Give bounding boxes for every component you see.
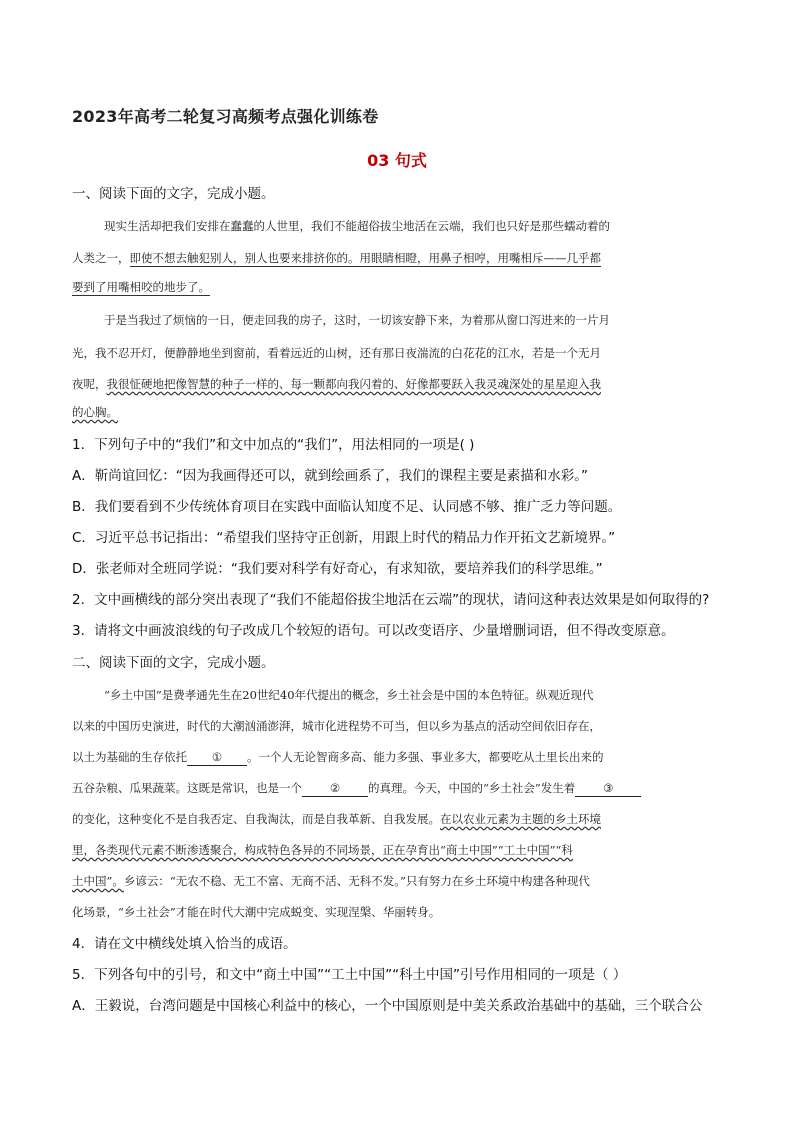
document-title: 2023年高考二轮复习高频考点强化训练卷 (72, 107, 379, 126)
answer-blank-2: ② (302, 780, 368, 797)
passage2-line: “乡土中国”是费孝通先生在20世纪40年代提出的概念，乡土社会是中国的本色特征。纵观近现代 (104, 688, 594, 702)
passage2-line (72, 811, 722, 827)
document-subtitle: 03 句式 (367, 151, 427, 170)
wavy-sentence: 在以农业元素为主题的乡土环境 (440, 812, 601, 826)
passage1-line: 现实生活却把我们安排在蠢蠢的人世里，我们不能超俗拔尘地活在云端，我们也只好是那些蠕动着的 (104, 219, 610, 233)
question-1-option-a: A．靳尚谊回忆：“因为我画得还可以，就到绘画系了，我们的课程主要是素描和水彩。” (72, 468, 588, 484)
passage2-text: 以土为基础的生存依托 (72, 750, 187, 764)
passage1-line (72, 376, 722, 392)
passage2-text: 的真理。今天，中国的“乡土社会”发生着 (368, 781, 576, 795)
passage2-line: 化场景，“乡土社会”才能在时代大潮中完成蜕变、实现涅槃、华丽转身。 (72, 905, 441, 919)
wavy-sentence: 的心胸。 (72, 405, 118, 419)
underlined-sentence: 要到了用嘴相咬的地步了。 (72, 280, 210, 294)
question-2: 2．文中画横线的部分突出表现了“我们不能超俗拔尘地活在云端”的现状，请问这种表达效果是如何取得的? (72, 592, 710, 608)
answer-blank-3: ③ (575, 780, 641, 797)
question-1-stem: 1．下列句子中的“我们”和文中加点的“我们”，用法相同的一项是( ) (72, 437, 475, 453)
question-5-stem: 5．下列各句中的引号，和文中“商土中国”“工土中国”“科土中国”引号作用相同的一项是（ ） (72, 967, 627, 983)
passage2-text: 。一个人无论智商多高、能力多强、事业多大，都要吃从土里长出来的 (247, 750, 604, 764)
passage1-text: 夜呢， (72, 377, 107, 391)
question-1-option-b: B．我们要看到不少传统体育项目在实践中面临认知度不足、认同感不够、推广乏力等问题。 (72, 499, 622, 515)
passage1-line (72, 404, 722, 420)
passage2-line (72, 842, 722, 858)
passage2-line (72, 749, 722, 766)
passage1-line (72, 279, 722, 295)
passage1-line: 光，我不忍开灯，便静静地坐到窗前，看着远近的山树，还有那日夜湍流的白花花的江水，若是一个无月 (72, 346, 601, 360)
question-1-option-c: C．习近平总书记指出：“希望我们坚持守正创新，用跟上时代的精品力作开拓文艺新境界。” (72, 530, 616, 546)
wavy-sentence: 里，各类现代元素不断渗透聚合，构成特色各异的不同场景，正在孕育出“商土中国”“工土中国”“科 (72, 843, 573, 857)
passage1-text: 人类之一， (72, 251, 130, 265)
section1-heading: 一、阅读下面的文字，完成小题。 (72, 186, 275, 202)
question-1-option-d: D．张老师对全班同学说：“我们要对科学有好奇心，有求知欲，要培养我们的科学思维。” (72, 561, 603, 577)
wavy-sentence: 我很怔硬地把像智慧的种子一样的、每一颗都向我闪着的、好像都要跃入我灵魂深处的星星迎入我 (106, 377, 601, 391)
answer-blank-1: ① (187, 749, 247, 766)
question-5-option-a: A．王毅说，台湾问题是中国核心利益中的核心，一个中国原则是中美关系政治基础中的基础，三个联合公 (72, 998, 703, 1014)
section2-heading: 二、阅读下面的文字，完成小题。 (72, 655, 275, 671)
passage2-text: 的变化，这种变化不是自我否定、自我淘汰，而是自我革新、自我发展。 (72, 812, 440, 826)
passage2-line (72, 873, 722, 889)
passage2-line (72, 780, 722, 797)
wavy-sentence: 土中国”。 (72, 874, 124, 888)
passage2-line: 以来的中国历史演进，时代的大潮汹涌澎湃，城市化进程势不可当，但以乡为基点的活动空间依旧存在， (72, 719, 601, 733)
passage2-text: 乡谚云：“无农不稳、无工不富、无商不活、无科不发。”只有努力在乡土环境中构建各种现代 (123, 874, 590, 888)
passage2-text: 五谷杂粮、瓜果蔬菜。这既是常识，也是一个 (72, 781, 302, 795)
question-4: 4．请在文中横线处填入恰当的成语。 (72, 936, 297, 952)
underlined-sentence: 即使不想去触犯别人，别人也要来排挤你的。用眼睛相瞪，用鼻子相哼，用嘴相斥——几乎都 (129, 251, 601, 265)
passage1-line: 于是当我过了烦恼的一日，便走回我的房子，这时，一切该安静下来，为着那从窗口泻进来的一片月 (104, 313, 610, 327)
question-3: 3．请将文中画波浪线的句子改成几个较短的语句。可以改变语序、少量增删词语，但不得改变原意。 (72, 623, 675, 639)
passage1-line (72, 250, 722, 266)
